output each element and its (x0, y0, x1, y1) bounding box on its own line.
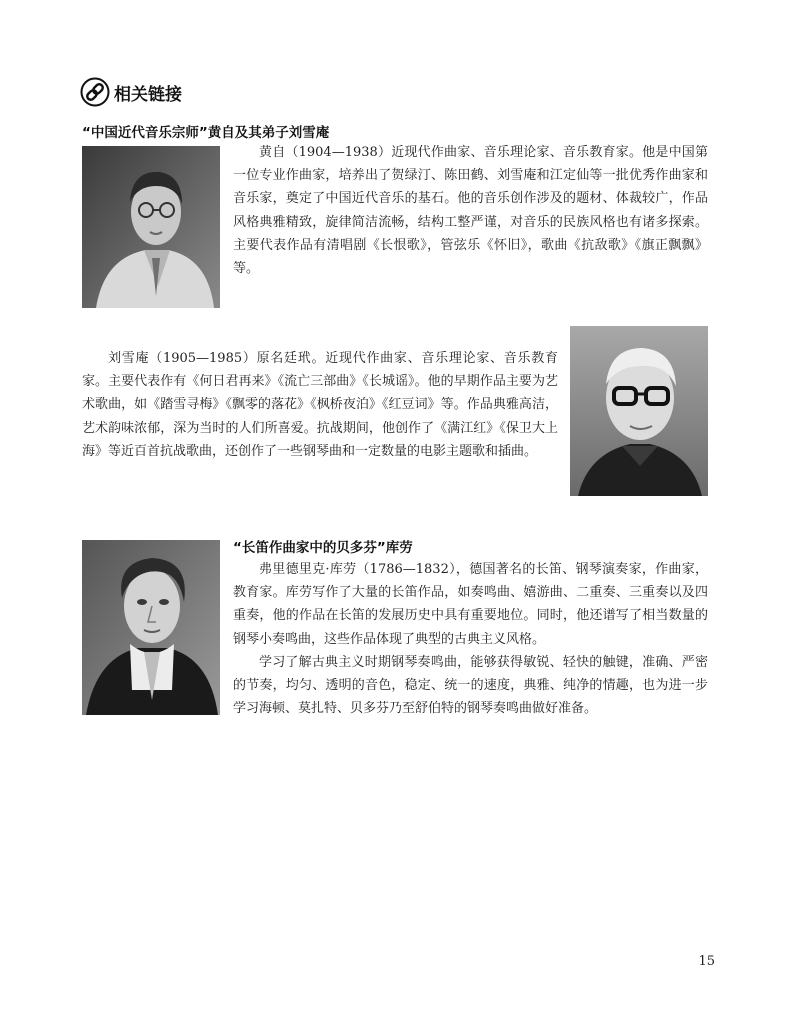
chain-link-icon (80, 77, 110, 107)
section-header (80, 74, 182, 110)
entry-paragraph-liu-xuean: 刘雪庵（1905—1985）原名廷玳。近现代作曲家、音乐理论家、音乐教育家。主要代表作有《何日君再来》《流亡三部曲》《长城谣》。他的早期作品主要为艺术歌曲，如《踏雪寻梅》《飘零的落花》《枫桥夜泊》《红豆词》等。作品典雅高洁，艺术韵味浓郁，深为当时的人们所喜爱。抗战期间，他创作了《满江红》《保卫大上海》等近百首抗战歌曲，还创作了一些钢琴曲和一定数量的电影主题歌和插曲。 (82, 351, 558, 459)
entry-paragraph-kuhlau-1: 弗里德里克·库劳（1786—1832），德国著名的长笛、钢琴演奏家，作曲家，教育家。库劳写作了大量的长笛作品，如奏鸣曲、嬉游曲、二重奏、三重奏以及四重奏，他的作品在长笛的发展历史中具有重要地位。同时，他还谱写了相当数量的钢琴小奏鸣曲，这些作品体现了典型的古典主义风格。 (233, 562, 708, 647)
portrait-photo-liu-xuean (570, 326, 708, 496)
portrait-engraving-kuhlau (82, 540, 220, 715)
entry-heading-huang-zi: “中国近代音乐宗师”黄自及其弟子刘雪庵 (82, 125, 330, 141)
page-number: 15 (698, 954, 715, 969)
entry-paragraph-kuhlau-2: 学习了解古典主义时期钢琴奏鸣曲，能够获得敏锐、轻快的触键，准确、严密的节奏，均匀、透明的音色，稳定、统一的速度，典雅、纯净的情趣，也为进一步学习海顿、莫扎特、贝多芬乃至舒伯特的钢琴奏鸣曲做好准备。 (233, 655, 708, 717)
entry-paragraph-huang-zi: 黄自（1904—1938）近现代作曲家、音乐理论家、音乐教育家。他是中国第一位专业作曲家，培养出了贺绿汀、陈田鹤、刘雪庵和江定仙等一批优秀作曲家和音乐家，奠定了中国近代音乐的基石。他的音乐创作涉及的题材、体裁较广，作品风格典雅精致，旋律简洁流畅，结构工整严谨，对音乐的民族风格也有诸多探索。主要代表作品有清唱剧《长恨歌》，管弦乐《怀旧》，歌曲《抗敌歌》《旗正飘飘》等。 (233, 145, 708, 277)
section-title: 相关链接 (114, 84, 182, 105)
entry-heading-kuhlau: “长笛作曲家中的贝多芬”库劳 (233, 540, 413, 556)
portrait-photo-huang-zi (82, 146, 220, 308)
